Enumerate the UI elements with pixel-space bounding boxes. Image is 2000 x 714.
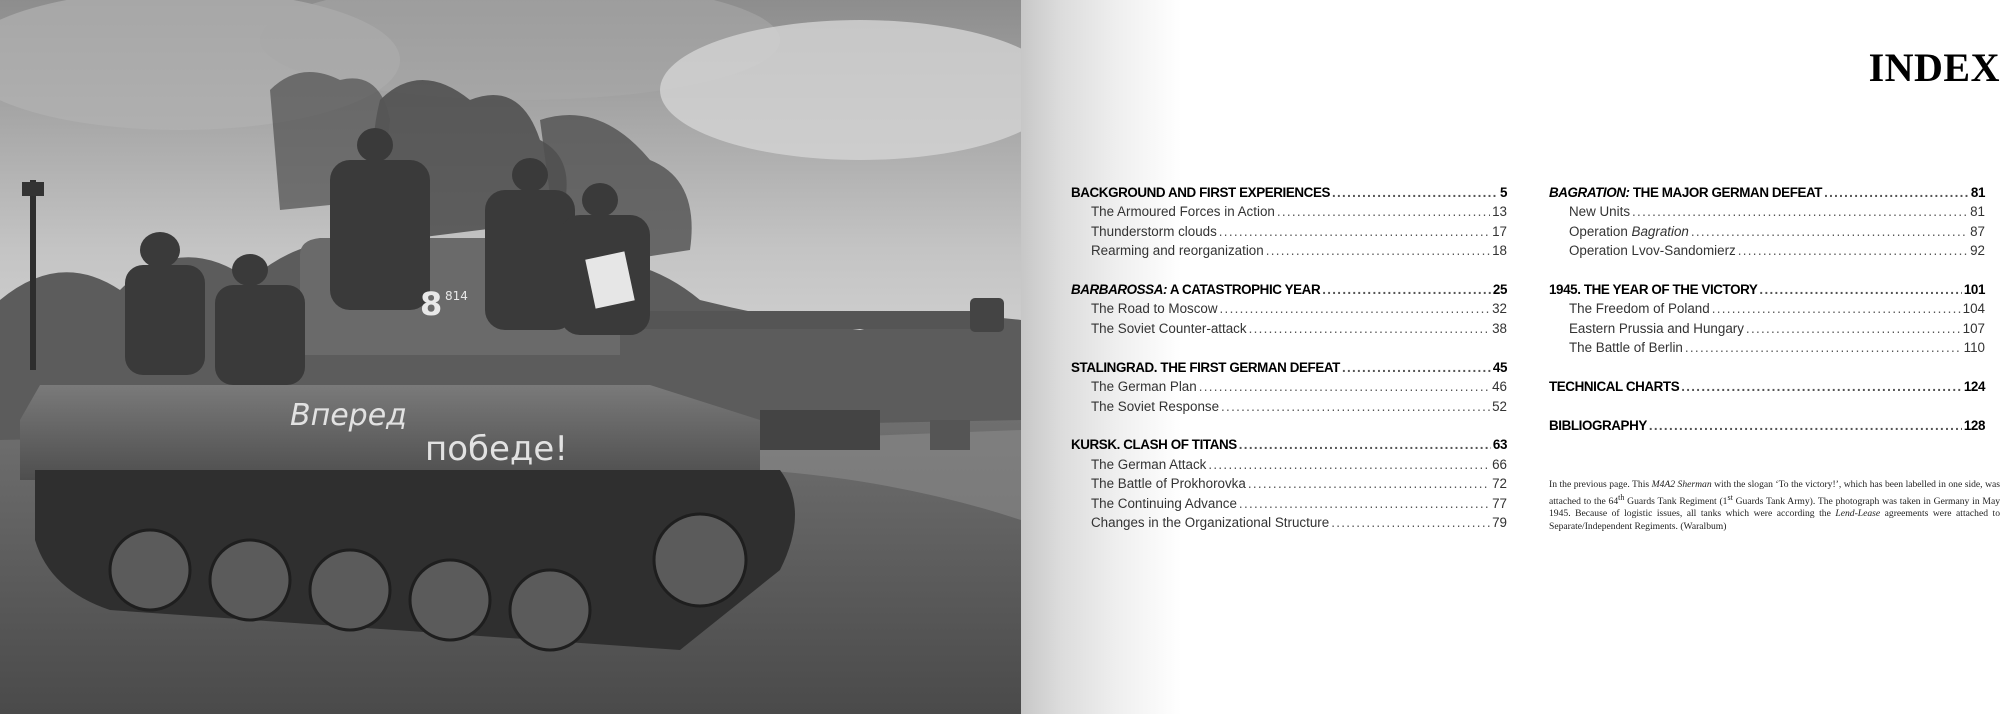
caption-text: agreements were attached to Separate/Independent Regiments. (Waralbum) <box>1549 508 2000 532</box>
dot-leader <box>1322 280 1491 299</box>
toc-page-number: 66 <box>1492 456 1507 472</box>
toc-entry-label <box>1091 474 1246 493</box>
toc-entry-label <box>1091 319 1247 338</box>
toc-page-number: 81 <box>1970 204 1985 220</box>
toc-entry-label <box>1091 455 1206 474</box>
toc-heading-label <box>1549 377 1679 396</box>
toc-section <box>1549 416 1985 435</box>
toc-page-number: 18 <box>1492 243 1507 259</box>
toc-section <box>1071 358 1507 416</box>
toc-entry[interactable] <box>1071 299 1507 318</box>
hull-number-text: 8 <box>420 285 443 323</box>
caption-superscript: st <box>1727 492 1733 502</box>
dot-leader <box>1824 183 1969 202</box>
toc-heading-text: A CATASTROPHIC YEAR <box>1169 282 1321 298</box>
dot-leader <box>1277 202 1490 221</box>
toc-entry-text: Thunderstorm clouds <box>1091 223 1217 239</box>
toc-entry-label <box>1569 338 1683 357</box>
caption-superscript: th <box>1618 492 1625 502</box>
caption-text: In the previous page. This <box>1549 479 1652 490</box>
toc-heading-text: BIBLIOGRAPHY <box>1549 418 1647 434</box>
caption-text: Guards Tank Regiment (1 <box>1624 495 1728 507</box>
toc-entry[interactable] <box>1071 397 1507 416</box>
toc-entry-label <box>1569 202 1630 221</box>
toc-page-number: 13 <box>1492 204 1507 220</box>
toc-entry[interactable] <box>1549 222 1985 241</box>
dot-leader <box>1221 397 1490 416</box>
slogan-right-text: победе! <box>425 429 568 469</box>
toc-heading-text: 1945. THE YEAR OF THE VICTORY <box>1549 282 1758 298</box>
toc-section <box>1549 280 1985 358</box>
toc-entry-label <box>1091 222 1217 241</box>
toc-entry-label <box>1569 299 1710 318</box>
toc-page-number: 92 <box>1970 243 1985 259</box>
toc-heading[interactable] <box>1549 280 1985 299</box>
toc-entry-text: The Freedom of Poland <box>1569 301 1710 317</box>
toc-page-number: 128 <box>1963 418 1985 434</box>
toc-heading[interactable] <box>1549 183 1985 202</box>
toc-heading-text: KURSK. CLASH OF TITANS <box>1071 437 1237 453</box>
toc-page-number: 25 <box>1492 282 1507 298</box>
dot-leader <box>1649 416 1962 435</box>
toc-heading-text: TECHNICAL CHARTS <box>1549 379 1680 395</box>
toc-entry-text: The Battle of Prokhorovka <box>1091 476 1246 492</box>
toc-entry-label <box>1091 377 1197 396</box>
toc-page-number: 77 <box>1492 495 1507 511</box>
dot-leader <box>1681 377 1962 396</box>
dot-leader <box>1746 319 1961 338</box>
toc-page-number: 72 <box>1492 476 1507 492</box>
toc-page-number: 5 <box>1499 185 1507 200</box>
toc-section <box>1549 377 1985 396</box>
toc-heading[interactable] <box>1071 358 1507 377</box>
toc-page-number: 107 <box>1962 320 1985 336</box>
dot-leader <box>1632 202 1968 221</box>
toc-heading[interactable] <box>1071 435 1507 454</box>
dot-leader <box>1759 280 1961 299</box>
toc-entry-text: Changes in the Organizational Structure <box>1091 514 1330 530</box>
photo-caption <box>1549 479 2000 533</box>
toc-entry[interactable] <box>1071 319 1507 338</box>
toc-entry-label <box>1569 222 1689 241</box>
toc-page-number: 101 <box>1963 282 1985 298</box>
toc-heading-text: THE MAJOR GERMAN DEFEAT <box>1632 185 1823 200</box>
toc-page-number: 104 <box>1962 301 1985 317</box>
toc-entry-text: The Battle of Berlin <box>1569 340 1683 356</box>
toc-entry-text: The Soviet Response <box>1091 398 1220 414</box>
dot-leader <box>1331 513 1490 532</box>
toc-entry[interactable] <box>1071 513 1507 532</box>
toc-heading-label <box>1549 280 1757 299</box>
toc-entry-italic: Bagration <box>1631 223 1689 239</box>
toc-heading-label <box>1071 183 1330 202</box>
toc-heading-italic: BAGRATION: <box>1549 185 1630 200</box>
dot-leader <box>1249 319 1491 338</box>
toc-heading-label <box>1549 416 1647 435</box>
toc-page-number: 124 <box>1963 379 1985 395</box>
dot-leader <box>1685 338 1962 357</box>
toc-entry[interactable] <box>1071 455 1507 474</box>
toc-entry[interactable] <box>1549 299 1985 318</box>
caption-text: with the slogan ‘To the victory!’, which has been labelled in one side, was attached to the 64 <box>1549 479 2000 507</box>
toc-entry[interactable] <box>1549 319 1985 338</box>
caption-text: Guards Tank Army). The photograph was taken in Germany in May 1945. Because of logistic issues, all tanks which were according the <box>1549 495 2000 520</box>
toc-entry-text: The Soviet Counter-attack <box>1091 320 1247 336</box>
dot-leader <box>1219 222 1490 241</box>
dot-leader <box>1738 241 1968 260</box>
dot-leader <box>1332 183 1498 202</box>
toc-heading-label <box>1071 280 1320 299</box>
toc-entry[interactable] <box>1549 338 1985 357</box>
page-title: INDEX <box>1868 45 2000 90</box>
toc-page-number: 79 <box>1492 514 1507 530</box>
dot-leader <box>1691 222 1968 241</box>
toc-page-number: 46 <box>1492 379 1507 395</box>
toc-entry-text: Operation <box>1569 223 1628 239</box>
toc-heading-label <box>1071 358 1340 377</box>
toc-section <box>1071 280 1507 338</box>
toc-page-number: 81 <box>1970 185 1985 200</box>
dot-leader <box>1239 494 1490 513</box>
toc-section <box>1549 183 1985 261</box>
toc-entry-label <box>1091 513 1329 532</box>
toc-heading-label <box>1549 183 1822 202</box>
turret-mark-text: 814 <box>445 289 468 303</box>
caption-italic: M4A2 Sherman <box>1651 479 1712 490</box>
dot-leader <box>1208 455 1490 474</box>
toc-heading-text: STALINGRAD. THE FIRST GERMAN DEFEAT <box>1071 359 1340 375</box>
toc-entry-label <box>1091 202 1275 221</box>
dot-leader <box>1712 299 1961 318</box>
slogan-left-text: Вперед <box>290 398 407 433</box>
toc-entry[interactable] <box>1071 222 1507 241</box>
toc-heading[interactable] <box>1549 416 1985 435</box>
toc-entry[interactable] <box>1071 241 1507 260</box>
toc-entry[interactable] <box>1071 474 1507 493</box>
toc-entry[interactable] <box>1071 202 1507 221</box>
toc-page-number: 32 <box>1492 301 1507 317</box>
toc-column-right <box>1549 183 1985 455</box>
toc-entry-label <box>1091 494 1237 513</box>
toc-heading[interactable] <box>1071 183 1507 202</box>
dot-leader <box>1248 474 1490 493</box>
toc-entry-label <box>1091 299 1218 318</box>
toc-entry-label <box>1569 241 1736 260</box>
toc-heading[interactable] <box>1549 377 1985 396</box>
toc-page-number: 38 <box>1492 320 1507 336</box>
dot-leader <box>1220 299 1491 318</box>
toc-entry[interactable] <box>1071 494 1507 513</box>
toc-entry[interactable] <box>1549 202 1985 221</box>
toc-entry-text: Eastern Prussia and Hungary <box>1569 320 1744 336</box>
toc-column-left <box>1071 183 1507 552</box>
toc-entry-text: The Armoured Forces in Action <box>1091 204 1275 220</box>
toc-entry[interactable] <box>1071 377 1507 396</box>
toc-entry-text: The German Attack <box>1091 456 1207 472</box>
toc-page-number: 63 <box>1492 437 1507 453</box>
toc-entry-text: The German Plan <box>1091 379 1197 395</box>
toc-entry-text: New Units <box>1569 204 1631 220</box>
toc-entry-text: The Road to Moscow <box>1091 301 1218 317</box>
dot-leader <box>1239 435 1491 454</box>
toc-section <box>1071 435 1507 532</box>
caption-italic: Lend-Lease <box>1835 508 1881 520</box>
dot-leader <box>1266 241 1490 260</box>
toc-page-number: 110 <box>1963 340 1985 356</box>
dot-leader <box>1342 358 1491 377</box>
dot-leader <box>1199 377 1490 396</box>
toc-entry-text: Operation Lvov-Sandomierz <box>1569 243 1736 259</box>
toc-section <box>1071 183 1507 261</box>
toc-page-number: 52 <box>1492 398 1507 414</box>
toc-entry-label <box>1091 241 1264 260</box>
toc-heading-text: BACKGROUND AND FIRST EXPERIENCES <box>1071 185 1331 200</box>
toc-entry-text: The Continuing Advance <box>1091 495 1237 511</box>
toc-page-number: 17 <box>1492 223 1507 239</box>
toc-entry-label <box>1091 397 1219 416</box>
toc-entry-label <box>1569 319 1744 338</box>
toc-heading-italic: BARBAROSSA: <box>1071 282 1168 298</box>
toc-page-number: 45 <box>1492 359 1507 375</box>
toc-page-number: 87 <box>1970 223 1985 239</box>
toc-entry[interactable] <box>1549 241 1985 260</box>
toc-entry-text: Rearming and reorganization <box>1091 243 1264 259</box>
toc-heading-label <box>1071 435 1237 454</box>
toc-heading[interactable] <box>1071 280 1507 299</box>
